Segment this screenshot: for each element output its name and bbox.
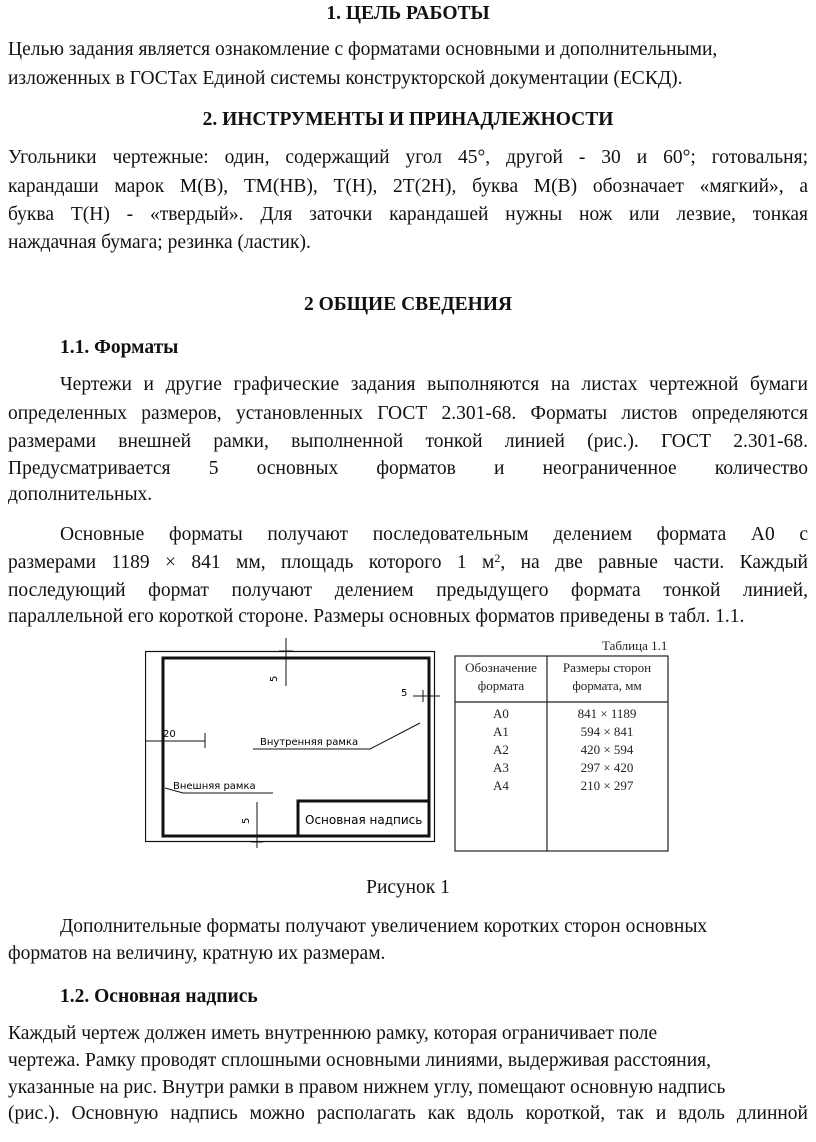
table-row — [493, 778, 634, 793]
paragraph-line: Предусматривается 5 основных форматов и неограниченное количество — [8, 458, 808, 479]
subsection-heading-title-block: 1.2. Основная надпись — [60, 986, 258, 1007]
paragraph-line: форматов на величину, кратную их размерам. — [8, 943, 386, 964]
format-cell: А4 — [493, 778, 509, 793]
paragraph-line: Каждый чертеж должен иметь внутреннюю рамку, которая ограничивает поле — [8, 1023, 658, 1044]
format-cell: А2 — [493, 742, 509, 757]
paragraph-line: наждачная бумага; резинка (ластик). — [8, 232, 311, 253]
paragraph-line: карандаши марок М(В), ТМ(НВ), Т(Н), 2Т(2Н), буква М(В) обозначает «мягкий», а — [8, 176, 808, 197]
paragraph-line: размерами внешней рамки, выполненной тонкой линией (рис.). ГОСТ 2.301-68. — [8, 431, 808, 452]
table-row — [493, 742, 634, 757]
format-cell: А0 — [493, 706, 509, 721]
paragraph-line: Дополнительные форматы получают увеличением коротких сторон основных — [60, 916, 708, 937]
paragraph-line: параллельной его короткой стороне. Размеры основных форматов приведены в табл. 1.1. — [8, 606, 745, 627]
outer-frame-label: Внешняя рамка — [173, 781, 256, 792]
paragraph-line: Угольники чертежные: один, содержащий угол 45°, другой - 30 и 60°; готовальня; — [8, 147, 808, 168]
dim-20-label: 20 — [163, 729, 176, 740]
size-cell: 594 × 841 — [580, 724, 634, 739]
paragraph-line: чертежа. Рамку проводят сплошными основными линиями, выдерживая расстояния, — [8, 1050, 711, 1071]
paragraph-line: указанные на рис. Внутри рамки в правом нижнем углу, помещают основную надпись — [8, 1077, 726, 1098]
header-designation-line1: Обозначение — [465, 660, 537, 675]
table-row — [493, 706, 636, 721]
subsection-heading-formats: 1.1. Форматы — [60, 337, 179, 358]
paragraph-line: Основные форматы получают последовательным делением формата А0 с — [60, 524, 808, 545]
format-cell: А1 — [493, 724, 509, 739]
paragraph-line: последующий формат получают делением предыдущего формата тонкой линией, — [8, 580, 808, 601]
paragraph-line: Целью задания является ознакомление с форматами основными и дополнительными, — [8, 39, 718, 60]
section-heading-tools: 2. ИНСТРУМЕНТЫ И ПРИНАДЛЕЖНОСТИ — [202, 109, 614, 130]
title-block-label: Основная надпись — [305, 813, 423, 827]
format-frames-drawing — [145, 638, 440, 848]
paragraph-line: определенных размеров, установленных ГОСТ 2.301-68. Форматы листов определяются — [8, 403, 808, 424]
table-caption: Таблица 1.1 — [602, 638, 668, 653]
table-row — [493, 760, 633, 775]
header-designation-line2: формата — [477, 678, 525, 693]
section-heading-goal: 1. ЦЕЛЬ РАБОТЫ — [326, 3, 490, 24]
header-sizes-line1: Размеры сторон — [562, 660, 652, 675]
size-cell: 420 × 594 — [580, 742, 634, 757]
dim-5-top-label: 5 — [269, 675, 280, 682]
paragraph-line: (рис.). Основную надпись можно располагать как вдоль короткой, так и вдоль длинной — [8, 1103, 808, 1124]
header-sizes-line2: формата, мм — [572, 678, 642, 693]
size-cell: 210 × 297 — [580, 778, 634, 793]
format-cell: А3 — [493, 760, 509, 775]
paragraph-line: буква Т(Н) - «твердый». Для заточки карандашей нужны нож или лезвие, тонкая — [8, 204, 808, 225]
figure-caption: Рисунок 1 — [366, 877, 450, 898]
formats-table — [452, 636, 672, 856]
paragraph-line: дополнительных. — [8, 484, 153, 505]
size-cell: 297 × 420 — [580, 760, 634, 775]
table-row — [493, 724, 633, 739]
size-cell: 841 × 1189 — [577, 706, 637, 721]
paragraph-line: изложенных в ГОСТах Единой системы конструкторской документации (ЕСКД). — [8, 68, 683, 89]
inner-frame-label: Внутренняя рамка — [260, 737, 359, 748]
dim-5-right-label: 5 — [401, 688, 408, 699]
dim-5-bottom-label: 5 — [241, 817, 252, 824]
paragraph-line: размерами 1189 × 841 мм, площадь которого 1 $м^2$, на две равные части. Каждый — [8, 551, 808, 573]
paragraph-line: Чертежи и другие графические задания выполняются на листах чертежной бумаги — [60, 374, 808, 395]
section-heading-general: 2 ОБЩИЕ СВЕДЕНИЯ — [303, 294, 513, 315]
